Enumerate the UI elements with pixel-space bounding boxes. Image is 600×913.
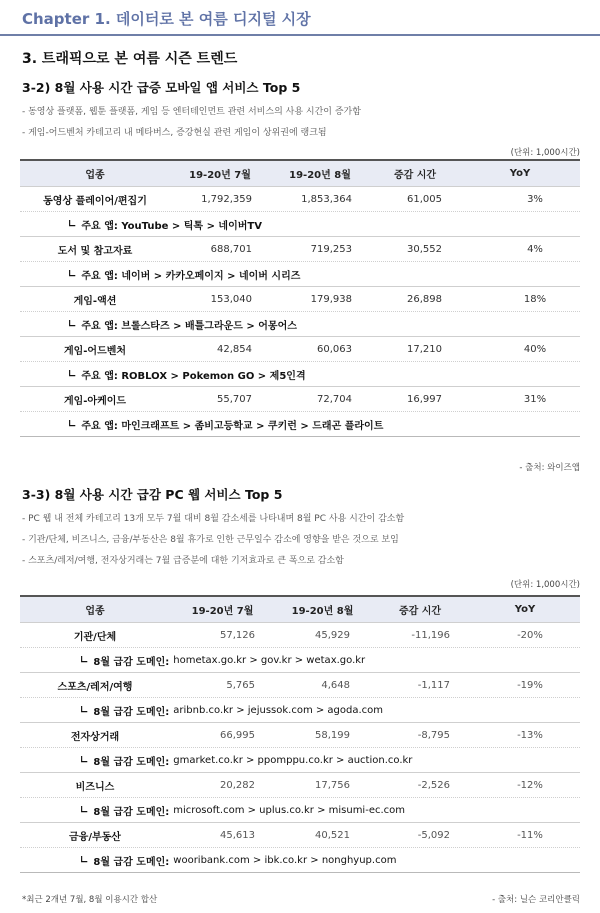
jul-value: 20,282	[170, 780, 275, 791]
header-cell: 19-20년 7월	[189, 170, 251, 181]
jul-value: 45,613	[170, 830, 275, 841]
sub-arrow-icon: ∟	[80, 854, 89, 866]
sub-arrow-icon: ∟	[80, 804, 89, 816]
jul-value: 153,040	[210, 293, 252, 305]
part1-title: 3-2) 8월 사용 시간 급증 모바일 앱 서비스 Top 5	[22, 80, 301, 95]
yoy-value: 18%	[523, 293, 547, 305]
diff-value: -1,117	[370, 680, 470, 691]
yoy-value: -12%	[470, 780, 580, 791]
jul-value: 42,854	[217, 343, 252, 355]
table-row	[20, 672, 580, 697]
apps-text: 주요 앱: ROBLOX > Pokemon GO > 제5인격	[81, 370, 306, 382]
mobile-app-table	[20, 159, 580, 437]
domains-label: 8월 급감 도메인:	[93, 806, 170, 818]
yoy-value: 40%	[523, 343, 547, 355]
category-label: 도서 및 참고자료	[57, 245, 133, 257]
apps-text: 주요 앱: 네이버 > 카카오페이지 > 네이버 시리즈	[81, 270, 301, 282]
category-label: 게임-어드벤처	[63, 345, 127, 357]
chapter-title: Chapter 1. 데이터로 본 여름 디지털 시장	[0, 0, 600, 36]
diff-value: -11,196	[370, 630, 470, 641]
yoy-value: -13%	[470, 730, 580, 741]
apps-text: 주요 앱: YouTube > 틱톡 > 네이버TV	[81, 220, 262, 232]
yoy-value: 3%	[527, 193, 543, 205]
sub-arrow-icon: ∟	[68, 268, 77, 280]
aug-value: 60,063	[317, 343, 352, 355]
yoy-value: 31%	[523, 393, 547, 405]
footnote: *최근 2개년 7월, 8월 이용시간 합산	[22, 895, 158, 905]
domains-row	[20, 697, 580, 722]
part2-bullet: - 기관/단체, 비즈니스, 금융/부동산은 8월 휴가로 인한 근무일수 감소에 영향을 받은 것으로 보임	[22, 535, 399, 545]
diff-value: 61,005	[407, 193, 442, 205]
part1-bullet: - 동영상 플랫폼, 웹툰 플랫폼, 게임 등 엔터테인먼트 관련 서비스의 사용 시간이 증가함	[22, 107, 361, 117]
sub-arrow-icon: ∟	[68, 318, 77, 330]
header-cell: 19-20년 8월	[291, 606, 354, 617]
sub-arrow-icon: ∟	[68, 218, 77, 230]
header-cell: 19-20년 8월	[289, 170, 351, 181]
apps-row	[20, 311, 580, 336]
domains-row	[20, 847, 580, 872]
table-row	[20, 236, 580, 261]
table-row	[20, 186, 580, 211]
diff-value: -2,526	[370, 780, 470, 791]
header-cell: YoY	[509, 168, 531, 179]
domains-text: hometax.go.kr > gov.kr > wetax.go.kr	[173, 654, 366, 666]
table-row	[20, 772, 580, 797]
jul-value: 66,995	[170, 730, 275, 741]
category-label: 전자상거래	[20, 728, 170, 743]
header-cell: 증감 시간	[393, 170, 437, 181]
domains-label: 8월 급감 도메인:	[93, 656, 170, 668]
category-label: 스포츠/레저/여행	[20, 678, 170, 693]
category-label: 게임-아케이드	[63, 395, 127, 407]
table-row	[20, 286, 580, 311]
part2-unit: (단위: 1,000시간)	[510, 580, 580, 590]
diff-value: -5,092	[370, 830, 470, 841]
aug-value: 17,756	[275, 780, 370, 791]
jul-value: 55,707	[217, 393, 252, 405]
table-header	[20, 161, 580, 186]
part1-unit: (단위: 1,000시간)	[510, 148, 580, 158]
aug-value: 179,938	[310, 293, 352, 305]
apps-row	[20, 361, 580, 386]
jul-value: 1,792,359	[201, 193, 252, 205]
part2-bullet: - PC 웹 내 전체 카테고리 13개 모두 7월 대비 8월 감소세를 나타내며 8월 PC 사용 시간이 감소함	[22, 514, 405, 524]
domains-text: wooribank.com > ibk.co.kr > nonghyup.com	[173, 854, 397, 866]
domains-text: gmarket.co.kr > ppomppu.co.kr > auction.co.kr	[173, 754, 413, 766]
diff-value: 16,997	[407, 393, 442, 405]
yoy-value: -20%	[470, 630, 580, 641]
aug-value: 58,199	[275, 730, 370, 741]
aug-value: 4,648	[275, 680, 370, 691]
domains-row	[20, 797, 580, 822]
category-label: 게임-액션	[73, 295, 117, 307]
sub-arrow-icon: ∟	[68, 368, 77, 380]
category-label: 동영상 플레이어/편집기	[43, 195, 147, 207]
yoy-value: -19%	[470, 680, 580, 691]
part2-title: 3-3) 8월 사용 시간 급감 PC 웹 서비스 Top 5	[22, 487, 283, 502]
domains-text: aribnb.co.kr > jejussok.com > agoda.com	[173, 704, 384, 716]
part1-bullet: - 게임-어드벤처 카테고리 내 메타버스, 증강현실 관련 게임이 상위권에 랭크됨	[22, 128, 327, 138]
header-cell: 19-20년 7월	[191, 606, 254, 617]
aug-value: 719,253	[310, 243, 352, 255]
header-cell: YoY	[514, 604, 536, 615]
yoy-value: -11%	[470, 830, 580, 841]
category-label: 금융/부동산	[20, 828, 170, 843]
diff-value: 30,552	[407, 243, 442, 255]
section-title: 3. 트래픽으로 본 여름 시즌 트렌드	[22, 51, 238, 67]
aug-value: 72,704	[317, 393, 352, 405]
pc-web-table	[20, 595, 580, 873]
diff-value: 17,210	[407, 343, 442, 355]
aug-value: 45,929	[275, 630, 370, 641]
aug-value: 40,521	[275, 830, 370, 841]
domains-label: 8월 급감 도메인:	[93, 756, 170, 768]
domains-label: 8월 급감 도메인:	[93, 856, 170, 868]
sub-arrow-icon: ∟	[80, 704, 89, 716]
table-row	[20, 622, 580, 647]
jul-value: 57,126	[170, 630, 275, 641]
domains-label: 8월 급감 도메인:	[93, 706, 170, 718]
domains-text: microsoft.com > uplus.co.kr > misumi-ec.com	[173, 804, 406, 816]
yoy-value: 4%	[527, 243, 543, 255]
part2-source: - 출처: 닐슨 코리안클릭	[492, 895, 580, 905]
apps-text: 주요 앱: 브롤스타즈 > 배틀그라운드 > 어몽어스	[81, 320, 297, 332]
table-row	[20, 822, 580, 847]
apps-row	[20, 211, 580, 236]
sub-arrow-icon: ∟	[68, 418, 77, 430]
header-cell: 업종	[85, 170, 105, 181]
jul-value: 688,701	[210, 243, 252, 255]
category-label: 비즈니스	[20, 778, 170, 793]
part1-source: - 출처: 와이즈앱	[519, 463, 580, 473]
table-row	[20, 386, 580, 411]
sub-arrow-icon: ∟	[80, 654, 89, 666]
table-row	[20, 722, 580, 747]
jul-value: 5,765	[170, 680, 275, 691]
apps-row	[20, 261, 580, 286]
domains-row	[20, 647, 580, 672]
apps-row	[20, 411, 580, 436]
sub-arrow-icon: ∟	[80, 754, 89, 766]
category-label: 기관/단체	[20, 628, 170, 643]
table-row	[20, 336, 580, 361]
aug-value: 1,853,364	[301, 193, 352, 205]
header-cell: 업종	[85, 606, 105, 617]
diff-value: -8,795	[370, 730, 470, 741]
domains-row	[20, 747, 580, 772]
table-header	[20, 597, 580, 622]
header-cell: 증감 시간	[398, 606, 442, 617]
apps-text: 주요 앱: 마인크래프트 > 좀비고등학교 > 쿠키런 > 드래곤 플라이트	[81, 420, 384, 432]
part2-bullet: - 스포츠/레저/여행, 전자상거래는 7월 급증분에 대한 기저효과로 큰 폭으로 감소함	[22, 556, 344, 566]
diff-value: 26,898	[407, 293, 442, 305]
